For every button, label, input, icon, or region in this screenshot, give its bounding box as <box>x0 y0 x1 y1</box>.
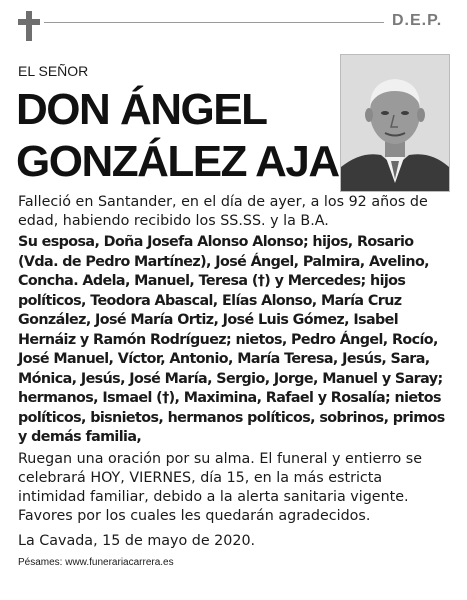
portrait-illustration <box>341 55 449 191</box>
condolences-link[interactable]: Pésames: www.funerariacarrera.es <box>18 557 174 568</box>
death-notice: Falleció en Santander, en el día de ayer, a los 92 años de edad, habiendo recibido los SS.SS. y la B.A. <box>18 194 428 229</box>
family-list: Su esposa, Doña Josefa Alonso Alonso; hijos, Rosario (Vda. de Pedro Martínez), José Ángel, Palmira, Avelino, Concha. Adela, Manuel, Teresa (†) y Mercedes; hijos políticos, Teodora Abascal, Elías Alonso, María Cruz González, José María Ortiz, José Luis Gómez, Isabel Hernáiz y Ramón Rodríguez; nietos, Pedro Ángel, Rocío, José Manuel, Víctor, Antonio, María Teresa, Jesús, Sara, Mónica, Jesús, José María, Sergio, Jorge, Manuel y Saray; hermanos, Ismael (†), Maximina, Rafael y Rosalía; nietos políticos, bisnietos, hermanos políticos, sobrinos, primos y demás familia, <box>18 234 445 445</box>
header-rule <box>44 22 384 23</box>
cross-icon <box>18 11 40 41</box>
name-line-2: GONZÁLEZ AJA <box>16 137 339 186</box>
obituary-body <box>18 193 450 551</box>
honorific: EL SEÑOR <box>18 63 89 79</box>
place-date: La Cavada, 15 de mayo de 2020. <box>18 532 256 549</box>
name-line-1: DON ÁNGEL <box>16 85 267 134</box>
funeral-notice: Ruegan una oración por su alma. El funeral y entierro se celebrará HOY, VIERNES, día 15, en la más estricta intimidad familiar, debido a la alerta sanitaria vigente. Favores por los cuales les quedarán agradecidos. <box>18 450 423 524</box>
deceased-name <box>16 84 346 188</box>
portrait-photo <box>340 54 450 192</box>
dep-label: D.E.P. <box>392 12 443 29</box>
